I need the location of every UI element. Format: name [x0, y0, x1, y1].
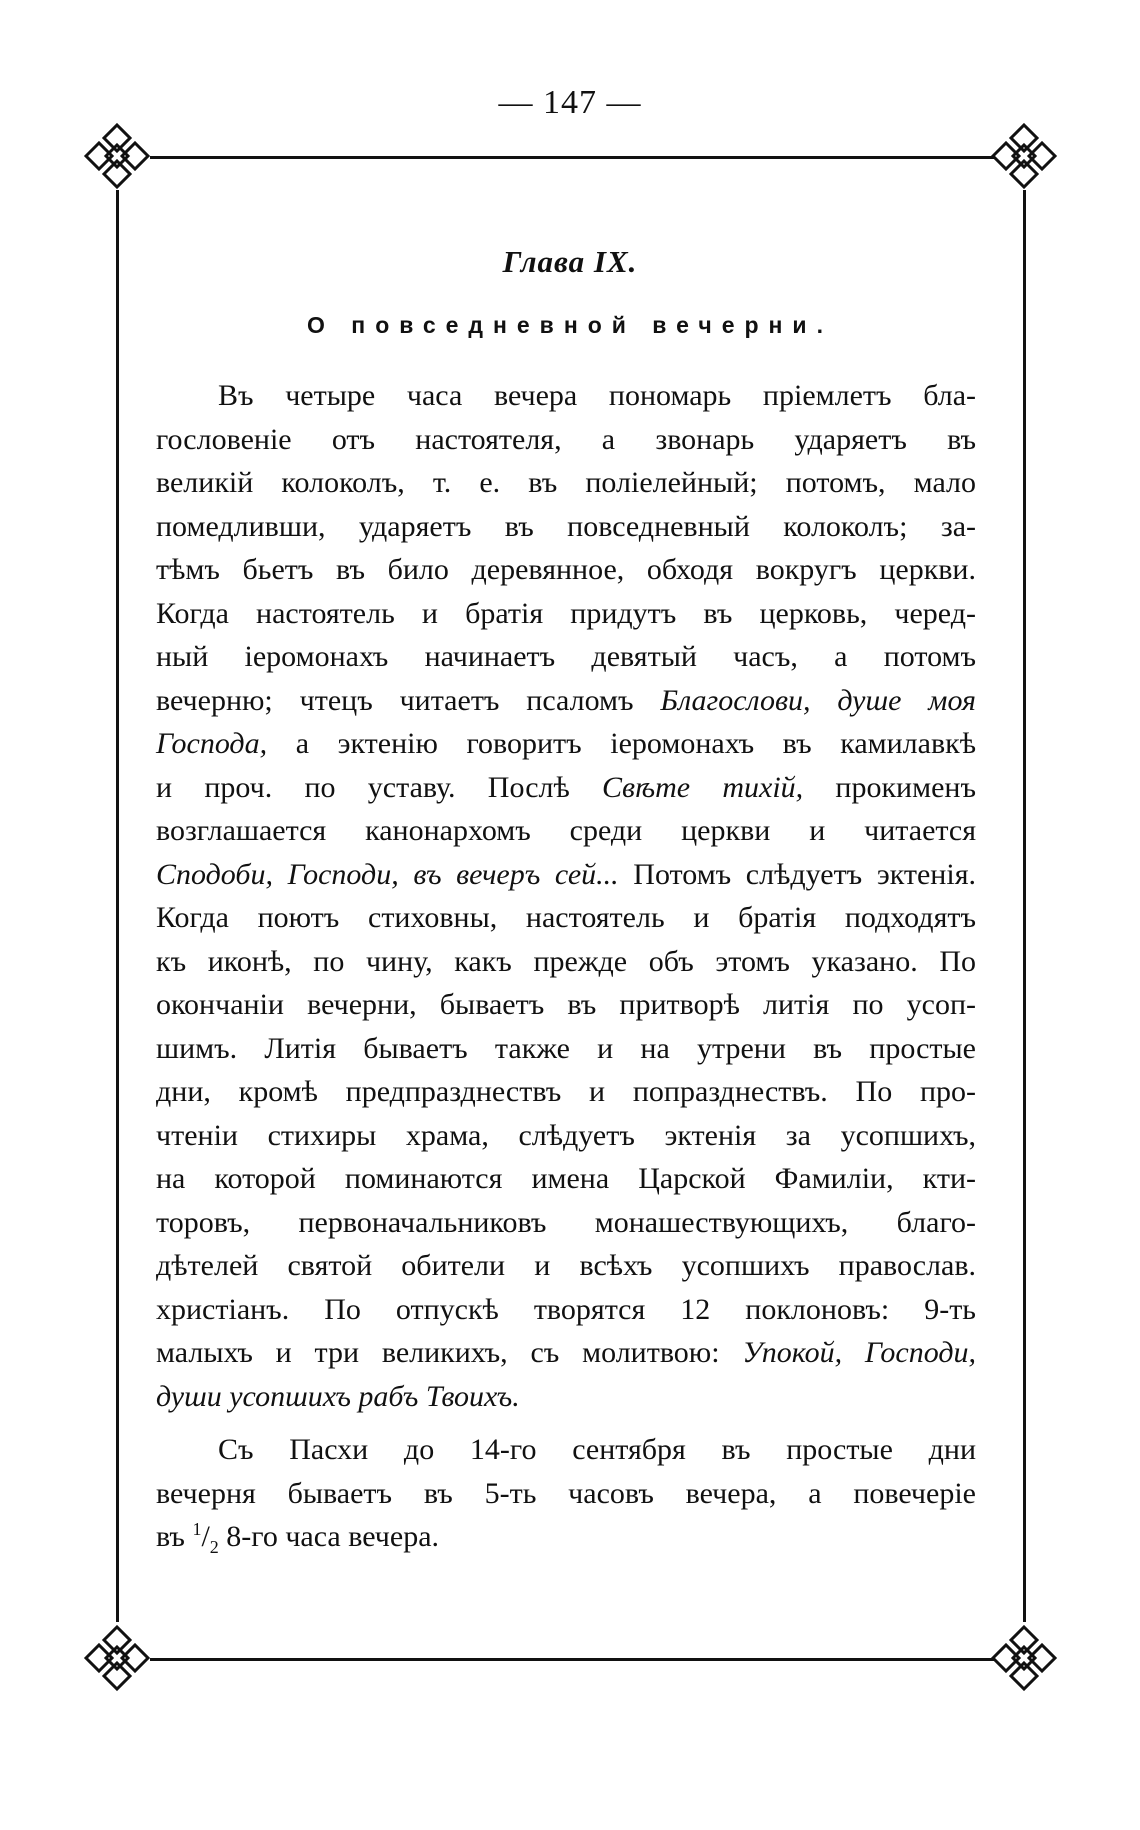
- text-segment: вечерню; чтецъ читаетъ псаломъ: [156, 683, 661, 717]
- frame-bottom-rule: [150, 1658, 995, 1661]
- text-line: [156, 896, 976, 940]
- chapter-subtitle: О повседневной вечерни.: [307, 312, 833, 338]
- text-segment: торовъ, первоначальниковъ монашествующихъ, благо-: [156, 1205, 976, 1239]
- text-line: [156, 505, 976, 549]
- text-segment: /: [201, 1520, 210, 1553]
- text-segment: Когда поютъ стиховны, настоятель и братія подходятъ: [156, 901, 976, 934]
- text-segment: 2: [209, 1537, 219, 1557]
- text-line: [156, 635, 976, 679]
- text-line: [156, 418, 976, 462]
- text-segment: 8-го часа вечера.: [218, 1520, 440, 1553]
- corner-ornament-icon: [989, 1623, 1059, 1693]
- text-line: [156, 1428, 976, 1472]
- text-line: [156, 1331, 976, 1375]
- frame-top-rule: [150, 156, 995, 159]
- text-segment: Съ Пасхи до 14-го сентября въ простые дни: [218, 1433, 976, 1466]
- italic-phrase: души усопшихъ рабъ Твоихъ.: [156, 1379, 520, 1413]
- page-number: — 147 —: [498, 84, 642, 121]
- text-line: [156, 1375, 976, 1419]
- text-segment: чтеніи стихиры храма, слѣдуетъ эктенія за усопшихъ,: [156, 1118, 976, 1152]
- text-segment: дни, кромѣ предпразднествъ и попразднествъ. По про-: [156, 1075, 976, 1108]
- text-segment: тѣмъ бьетъ въ било деревянное, обходя вокругъ церкви.: [156, 553, 976, 586]
- corner-ornament-icon: [82, 121, 152, 191]
- italic-phrase: Благослови, душе моя: [660, 683, 976, 717]
- text-line: [156, 1157, 976, 1201]
- text-segment: Въ четыре часа вечера пономарь пріемлетъ бла-: [218, 379, 976, 412]
- text-segment: малыхъ и три великихъ, съ молитвою:: [156, 1336, 743, 1369]
- text-segment: шимъ. Литія бываетъ также и на утрени въ простые: [156, 1031, 976, 1065]
- text-line: [156, 722, 976, 766]
- text-line: [156, 1472, 976, 1516]
- text-line: [156, 1244, 976, 1288]
- text-line: [156, 461, 976, 505]
- text-segment: возглашается канонархомъ среди церкви и читается: [156, 814, 976, 847]
- text-line: [156, 853, 976, 897]
- text-line: [156, 1027, 976, 1071]
- text-segment: окончаніи вечерни, бываетъ въ притворѣ литія по усоп-: [156, 988, 976, 1021]
- text-segment: въ: [156, 1520, 193, 1553]
- text-segment: 1: [192, 1519, 202, 1539]
- corner-ornament-icon: [82, 1623, 152, 1693]
- text-line: [156, 1114, 976, 1158]
- text-line: [156, 592, 976, 636]
- chapter-title: Глава IX.: [502, 244, 638, 279]
- italic-phrase: Свѣте тихій,: [602, 770, 804, 804]
- text-segment: помедливши, ударяетъ въ повседневный колоколъ; за-: [156, 509, 976, 543]
- body-text: [156, 374, 976, 1559]
- text-segment: къ иконѣ, по чину, какъ прежде объ этомъ указано. По: [156, 944, 976, 978]
- text-segment: а эктенію говоритъ іеромонахъ въ камилавкѣ: [267, 727, 976, 760]
- italic-phrase: Господа,: [156, 727, 268, 760]
- frame-left-rule: [116, 190, 119, 1622]
- text-line: [156, 1201, 976, 1245]
- corner-ornament-icon: [989, 121, 1059, 191]
- text-segment: ный іеромонахъ начинаетъ девятый часъ, а потомъ: [156, 640, 976, 673]
- text-line: [156, 374, 976, 418]
- text-segment: вечерня бываетъ въ 5-ть часовъ вечера, а повечеріе: [156, 1476, 976, 1510]
- text-line: [156, 548, 976, 592]
- text-segment: дѣтелей святой обители и всѣхъ усопшихъ православ.: [156, 1249, 976, 1282]
- italic-phrase: Упокой, Господи,: [742, 1336, 976, 1369]
- text-line: [156, 1288, 976, 1332]
- text-line: [156, 983, 976, 1027]
- text-segment: Когда настоятель и братія придутъ въ церковь, черед-: [156, 596, 976, 630]
- italic-phrase: Сподоби, Господи, въ вечеръ сей...: [156, 857, 619, 891]
- text-segment: гословеніе отъ настоятеля, а звонарь ударяетъ въ: [156, 422, 976, 456]
- text-segment: прокименъ: [803, 770, 976, 804]
- text-line: [156, 940, 976, 984]
- text-segment: и проч. по уставу. Послѣ: [156, 770, 603, 804]
- text-line: [156, 679, 976, 723]
- text-segment: на которой поминаются имена Царской Фамиліи, кти-: [156, 1162, 976, 1195]
- text-line: [156, 1515, 976, 1559]
- text-segment: Потомъ слѣдуетъ эктенія.: [618, 857, 976, 891]
- text-line: [156, 1070, 976, 1114]
- text-segment: великій колоколъ, т. е. въ полiелейный; потомъ, мало: [156, 466, 976, 499]
- text-segment: христіанъ. По отпускѣ творятся 12 поклоновъ: 9-ть: [156, 1292, 976, 1326]
- frame-right-rule: [1023, 190, 1026, 1622]
- text-line: [156, 809, 976, 853]
- text-line: [156, 766, 976, 810]
